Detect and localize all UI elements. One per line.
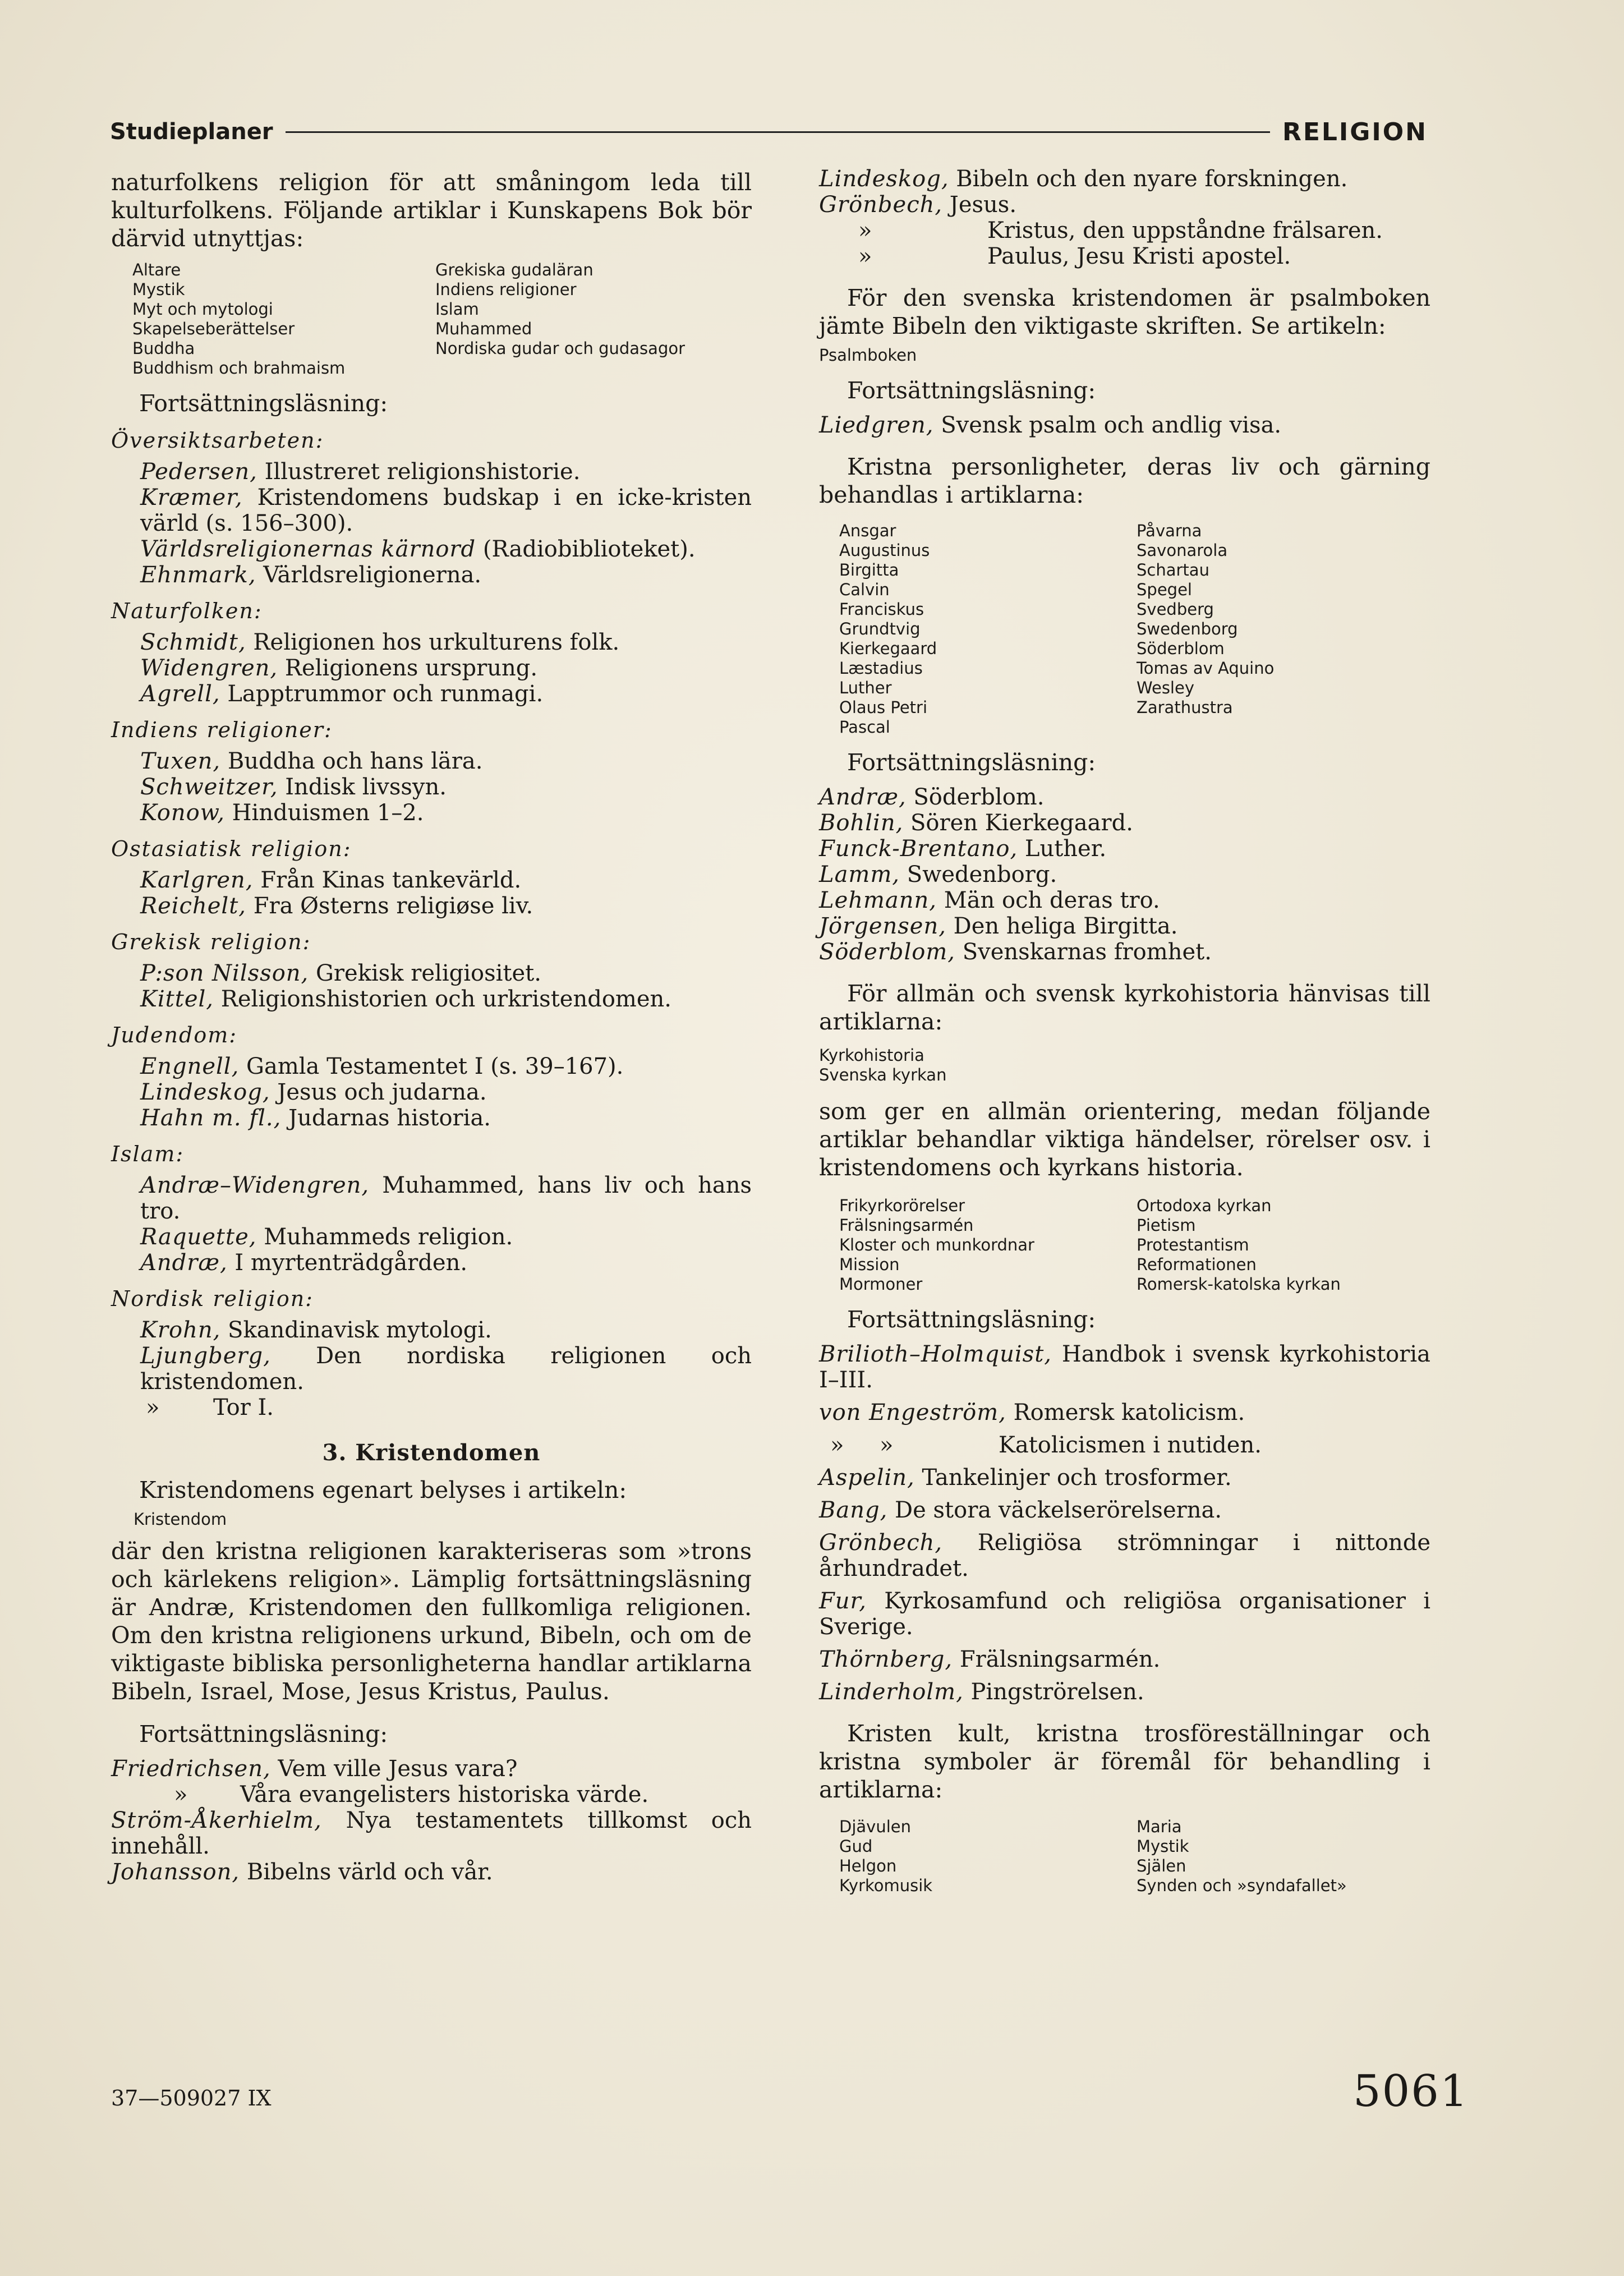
article-item: Kristendom <box>134 1510 227 1529</box>
article-item: Mormoner <box>839 1275 923 1294</box>
persons-paragraph: Kristna personligheter, deras liv och gärning behandlas i artiklarna: <box>819 453 1430 508</box>
entry-author: Lehmann, <box>819 888 937 913</box>
article-item: Indiens religioner <box>435 280 577 299</box>
article-item: Olaus Petri <box>839 698 928 717</box>
entry-title: Paulus, Jesu Kristi apostel. <box>987 243 1291 269</box>
entry-author: Thörnberg, <box>819 1647 953 1672</box>
entry-title: Svensk psalm och andlig visa. <box>941 412 1282 438</box>
article-item: Muhammed <box>435 319 532 338</box>
article-item: Djävulen <box>839 1817 911 1836</box>
reading-entry <box>111 1756 752 1782</box>
reading-list <box>140 1054 752 1131</box>
article-item: Savonarola <box>1137 541 1228 560</box>
left-column <box>111 168 752 1885</box>
entry-author: Bang, <box>819 1497 888 1523</box>
reading-entry <box>819 1465 1430 1491</box>
article-item: Birgitta <box>839 560 899 580</box>
entry-title: Swedenborg. <box>907 862 1057 888</box>
entry-title: Gamla Testamentet I (s. 39–167). <box>246 1054 624 1079</box>
reading-list <box>819 412 1430 438</box>
reading-entry <box>140 1105 752 1131</box>
entry-title: Religionens ursprung. <box>284 655 538 681</box>
article-item: Schartau <box>1137 560 1209 580</box>
article-item: Calvin <box>839 580 890 599</box>
entry-author: Grönbech, <box>819 1530 943 1556</box>
entry-author: Johansson, <box>111 1859 240 1885</box>
entry-title: Judarnas historia. <box>288 1105 491 1131</box>
entry-title: Buddha och hans lära. <box>227 748 483 774</box>
article-item: Protestantism <box>1137 1235 1249 1254</box>
reading-entry <box>140 629 752 655</box>
article-list-kyrko <box>819 1046 1430 1085</box>
reading-entry <box>819 913 1430 939</box>
article-item: Kierkegaard <box>839 639 937 658</box>
entry-author: Kittel, <box>140 986 214 1012</box>
reading-entry <box>819 192 1430 218</box>
kult-paragraph: Kristen kult, kristna trosföreställningar och kristna symboler är föremål för behandling i artiklarna: <box>819 1720 1430 1803</box>
reading-entry <box>111 1808 752 1859</box>
entry-title: Söderblom. <box>913 784 1045 810</box>
article-item: Gud <box>839 1837 873 1856</box>
reading-entry <box>819 412 1430 438</box>
entry-author: Tuxen, <box>140 748 221 774</box>
section-title: Indiens religioner: <box>111 718 333 742</box>
reading-entry <box>140 867 752 893</box>
entry-title: Hinduismen 1–2. <box>232 800 424 826</box>
entry-author: Lamm, <box>819 862 900 888</box>
orientation-paragraph: som ger en allmän orientering, medan följande artiklar behandlar viktiga händelser, rörelser osv. i kristendomens och kyrkans historia. <box>819 1098 1430 1181</box>
entry-author: Fur, <box>819 1588 867 1614</box>
entry-author: Hahn m. fl., <box>140 1105 282 1131</box>
kristendom-intro: Kristendomens egenart belyses i artikeln: <box>139 1477 627 1503</box>
entry-title: Den nordiska religionen och kristendomen. <box>140 1343 752 1395</box>
entry-author: Konow, <box>140 800 225 826</box>
reading-entry <box>140 1317 752 1343</box>
entry-author: Friedrichsen, <box>111 1756 271 1782</box>
article-item: Myt och mytologi <box>132 300 273 319</box>
entry-title: I myrtenträdgården. <box>234 1250 468 1276</box>
reading-entry <box>819 1588 1430 1640</box>
article-item: Nordiska gudar och gudasagor <box>435 339 686 358</box>
reading-entry <box>140 1250 752 1276</box>
article-item: Læstadius <box>839 659 923 678</box>
article-item: Spegel <box>1137 580 1192 599</box>
entry-title: Skandinavisk mytologi. <box>228 1317 492 1343</box>
entry-title: Frälsningsarmén. <box>959 1647 1161 1672</box>
section-title: Ostasiatisk religion: <box>111 836 352 861</box>
entry-title: Svenskarnas fromhet. <box>962 939 1212 965</box>
entry-ditto-mark: » » <box>830 1432 894 1458</box>
entry-ditto-mark: » <box>174 1782 188 1808</box>
entry-title: Katolicismen i nutiden. <box>999 1432 1262 1458</box>
reading-list <box>140 1317 752 1420</box>
article-list-col-b <box>1137 521 1430 737</box>
entry-author: Karlgren, <box>140 867 254 893</box>
entry-title: Män och deras tro. <box>944 888 1160 913</box>
article-item: Ansgar <box>839 521 896 540</box>
article-item: Påvarna <box>1137 521 1202 540</box>
further-reading-label: Fortsättningsläsning: <box>847 749 1096 776</box>
article-item: Luther <box>839 678 892 697</box>
entry-author: Kræmer, <box>140 485 243 511</box>
reading-entry <box>819 166 1430 192</box>
entry-author: Jörgensen, <box>819 913 946 939</box>
entry-title: Från Kinas tankevärld. <box>260 867 522 893</box>
article-list-col-b <box>435 260 752 378</box>
entry-title: Bibeln och den nyare forskningen. <box>956 166 1348 192</box>
article-item: Svenska kyrkan <box>819 1065 947 1084</box>
article-item: Svedberg <box>1137 600 1214 619</box>
entry-title: Våra evangelisters historiska värde. <box>240 1782 649 1808</box>
article-item: Augustinus <box>839 541 930 560</box>
reading-entry <box>140 1224 752 1250</box>
entry-author: Andræ, <box>819 784 907 810</box>
article-item: Kyrkohistoria <box>819 1046 924 1065</box>
intro-paragraph: naturfolkens religion för att småningom leda till kulturfolkens. Följande artiklar i Kunskapens Bok bör därvid utnyttjas: <box>111 169 752 252</box>
entry-author: Pedersen, <box>140 459 257 485</box>
entry-title: Pingströrelsen. <box>970 1679 1144 1705</box>
kristendom-paragraph: där den kristna religionen karakteriseras som »trons och kärlekens religion». Lämplig fortsättningsläsning är Andræ, Kristendomen den fullkomliga religionen. Om den kristna religionens urkund, Bibeln, och om de viktigaste bibliska personligheterna handlar artiklarna Bibeln, Israel, Mose, Jesus Kristus, Paulus. <box>111 1538 752 1705</box>
section-title: Översiktsarbeten: <box>111 428 324 453</box>
entry-title: Fra Østerns religiøse liv. <box>253 893 533 919</box>
entry-title: Jesus. <box>949 192 1017 218</box>
article-item: Frälsningsarmén <box>839 1216 974 1235</box>
reading-list <box>111 1756 752 1885</box>
reading-entry <box>140 562 752 588</box>
entry-title: Handbok i svensk kyrkohistoria I–III. <box>819 1341 1431 1393</box>
reading-list <box>140 748 752 826</box>
reading-entry <box>140 960 752 986</box>
section-title: Naturfolken: <box>111 599 263 623</box>
entry-title: Religionen hos urkulturens folk. <box>253 629 620 655</box>
article-item: Ortodoxa kyrkan <box>1137 1196 1272 1215</box>
entry-title: Lapptrummor och runmagi. <box>227 681 544 707</box>
entry-title: Muhammeds religion. <box>264 1224 513 1250</box>
article-list-kult <box>839 1817 1430 1896</box>
article-item: Mystik <box>1137 1837 1189 1856</box>
reading-entry <box>140 774 752 800</box>
entry-title: Tor I. <box>213 1395 274 1420</box>
reading-entry <box>140 800 752 826</box>
reading-entry <box>819 218 1430 243</box>
further-reading-label: Fortsättningsläsning: <box>139 390 388 417</box>
entry-author: Ström-Åkerhielm, <box>111 1808 322 1833</box>
entry-title: Religionshistorien och urkristendomen. <box>220 986 671 1012</box>
reading-entry <box>819 1432 1430 1458</box>
entry-author: Raquette, <box>140 1224 257 1250</box>
entry-ditto-mark: » <box>858 243 872 269</box>
reading-entry <box>140 893 752 919</box>
article-item: Mystik <box>132 280 185 299</box>
article-list-persons <box>839 521 1430 737</box>
article-item: Reformationen <box>1137 1255 1257 1274</box>
article-item: Romersk-katolska kyrkan <box>1137 1275 1341 1294</box>
entry-author: Brilioth–Holmquist, <box>819 1341 1052 1367</box>
entry-author: Bohlin, <box>819 810 904 836</box>
entry-title: Världsreligionerna. <box>263 562 482 588</box>
reading-entry <box>819 836 1430 862</box>
article-list-col-a <box>839 1817 1137 1896</box>
entry-author: P:son Nilsson, <box>140 960 309 986</box>
article-list-col-a <box>132 260 435 378</box>
entry-author: Reichelt, <box>140 893 246 919</box>
entry-ditto-mark: » <box>146 1395 160 1420</box>
chapter-heading: 3. Kristendomen <box>322 1440 541 1466</box>
entry-author: Andræ–Widengren, <box>140 1173 370 1198</box>
reading-list <box>819 1341 1430 1705</box>
article-item: Kloster och munkordnar <box>839 1235 1034 1254</box>
article-item: Maria <box>1137 1817 1182 1836</box>
reading-entry <box>140 1173 752 1224</box>
entry-title: Nya testamentets tillkomst och innehåll. <box>111 1808 752 1859</box>
article-item: Synden och »syndafallet» <box>1137 1876 1347 1895</box>
further-reading-label: Fortsättningsläsning: <box>847 377 1096 404</box>
article-item: Zarathustra <box>1137 698 1233 717</box>
reading-entry <box>819 1647 1430 1672</box>
reading-entry <box>140 1395 752 1420</box>
article-item: Buddhism och brahmaism <box>132 358 346 378</box>
entry-title: Kyrkosamfund och religiösa organisationer i Sverige. <box>819 1588 1430 1640</box>
reading-entry <box>140 536 752 562</box>
entry-title: Bibelns värld och vår. <box>246 1859 493 1885</box>
article-list-events <box>839 1196 1430 1294</box>
entry-title: Vem ville Jesus vara? <box>278 1756 518 1782</box>
reading-list <box>140 867 752 919</box>
article-item: Pietism <box>1137 1216 1196 1235</box>
kyrkohistoria-paragraph: För allmän och svensk kyrkohistoria hänvisas till artiklarna: <box>819 980 1430 1035</box>
header-rule <box>286 131 1270 133</box>
article-item: Skapelseberättelser <box>132 319 295 338</box>
reading-entry <box>140 1343 752 1395</box>
entry-title: Romersk katolicism. <box>1013 1400 1245 1426</box>
print-signature: 37—509027 IX <box>111 2086 272 2111</box>
further-reading-label: Fortsättningsläsning: <box>847 1306 1096 1333</box>
article-list-col-a <box>839 521 1137 737</box>
reading-entry <box>140 1054 752 1079</box>
reading-entry <box>140 986 752 1012</box>
entry-author: Lindeskog, <box>819 166 949 192</box>
article-item: Franciskus <box>839 600 924 619</box>
header-section-title: Studieplaner <box>110 119 273 145</box>
reading-entry <box>140 748 752 774</box>
entry-title: Kristendomens budskap i en icke-kristen värld (s. 156–300). <box>140 485 752 536</box>
article-item: Swedenborg <box>1137 619 1238 638</box>
reading-list <box>819 166 1430 269</box>
page-number: 5061 <box>1353 2066 1469 2117</box>
entry-title: (Radiobiblioteket). <box>482 536 696 562</box>
reading-list <box>140 960 752 1012</box>
entry-author: Krohn, <box>140 1317 221 1343</box>
entry-author: Aspelin, <box>819 1465 915 1491</box>
article-list-naturfolk <box>132 260 752 378</box>
reading-entry <box>819 243 1430 269</box>
reading-list <box>140 1173 752 1276</box>
entry-title: Tankelinjer och trosformer. <box>922 1465 1232 1491</box>
entry-author: Schmidt, <box>140 629 246 655</box>
further-reading-label: Fortsättningsläsning: <box>139 1721 388 1748</box>
entry-author: Ljungberg, <box>140 1343 271 1369</box>
entry-author: Engnell, <box>140 1054 240 1079</box>
article-item: Tomas av Aquino <box>1137 659 1275 678</box>
entry-title: Indisk livssyn. <box>285 774 447 800</box>
reading-list <box>140 459 752 588</box>
reading-entry <box>819 939 1430 965</box>
reading-entry <box>819 1497 1430 1523</box>
article-item: Kyrkomusik <box>839 1876 933 1895</box>
article-item: Psalmboken <box>819 346 917 365</box>
entry-author: Agrell, <box>140 681 220 707</box>
article-item: Själen <box>1137 1856 1186 1875</box>
entry-author: Funck-Brentano, <box>819 836 1018 862</box>
entry-author: Ehnmark, <box>140 562 256 588</box>
reading-entry <box>819 888 1430 913</box>
article-item: Buddha <box>132 339 195 358</box>
entry-author: Liedgren, <box>819 412 934 438</box>
article-item: Grekiska gudaläran <box>435 260 594 279</box>
section-title: Judendom: <box>111 1023 238 1047</box>
reading-entry <box>819 1341 1430 1393</box>
article-list-col-b <box>1137 1196 1430 1294</box>
reading-entry <box>140 459 752 485</box>
entry-author: Schweitzer, <box>140 774 278 800</box>
entry-author: Widengren, <box>140 655 278 681</box>
article-item: Mission <box>839 1255 900 1274</box>
entry-author: Grönbech, <box>819 192 943 218</box>
article-item: Islam <box>435 300 479 319</box>
reading-entry <box>819 810 1430 836</box>
entry-author: Världsreligionernas kärnord <box>140 536 476 562</box>
reading-entry <box>111 1782 752 1808</box>
entry-title: Jesus och judarna. <box>277 1079 487 1105</box>
reading-entry <box>140 655 752 681</box>
article-item: Altare <box>132 260 181 279</box>
reading-list <box>819 784 1430 965</box>
entry-title: Muhammed, hans liv och hans tro. <box>140 1173 752 1224</box>
reading-entry <box>140 1079 752 1105</box>
entry-title: Religiösa strömningar i nittonde århundradet. <box>819 1530 1430 1581</box>
reading-entry <box>819 1530 1430 1581</box>
entry-ditto-mark: » <box>858 218 872 243</box>
article-item: Wesley <box>1137 678 1194 697</box>
reading-entry <box>819 1400 1430 1426</box>
article-item: Frikyrkorörelser <box>839 1196 965 1215</box>
reading-entry <box>819 862 1430 888</box>
entry-title: Grekisk religiositet. <box>315 960 541 986</box>
article-item: Söderblom <box>1137 639 1225 658</box>
header-subject-title: RELIGION <box>1282 117 1428 146</box>
entry-author: Söderblom, <box>819 939 956 965</box>
section-title: Islam: <box>111 1142 185 1166</box>
reading-entry <box>140 681 752 707</box>
article-item: Pascal <box>839 718 890 737</box>
entry-author: Linderholm, <box>819 1679 964 1705</box>
reading-entry <box>111 1859 752 1885</box>
section-title: Grekisk religion: <box>111 930 311 954</box>
entry-title: Sören Kierkegaard. <box>910 810 1133 836</box>
entry-author: Andræ, <box>140 1250 228 1276</box>
entry-author: Lindeskog, <box>140 1079 270 1105</box>
psalm-paragraph: För den svenska kristendomen är psalmboken jämte Bibeln den viktigaste skriften. Se artikeln: <box>819 284 1430 339</box>
article-item: Helgon <box>839 1856 897 1875</box>
reading-entry <box>140 485 752 536</box>
article-item: Grundtvig <box>839 619 921 638</box>
reading-entry <box>819 784 1430 810</box>
entry-title: Luther. <box>1024 836 1107 862</box>
entry-title: Kristus, den uppståndne frälsaren. <box>987 218 1383 243</box>
entry-title: Den heliga Birgitta. <box>953 913 1178 939</box>
article-list-col-a <box>839 1196 1137 1294</box>
entry-title: De stora väckelserörelserna. <box>895 1497 1222 1523</box>
right-column <box>819 166 1430 1906</box>
reading-list <box>140 629 752 707</box>
article-list-col-b <box>1137 1817 1430 1896</box>
section-title: Nordisk religion: <box>111 1286 314 1311</box>
entry-author: von Engeström, <box>819 1400 1006 1426</box>
reading-entry <box>819 1679 1430 1705</box>
entry-title: Illustreret religionshistorie. <box>264 459 581 485</box>
running-header <box>110 115 1428 149</box>
